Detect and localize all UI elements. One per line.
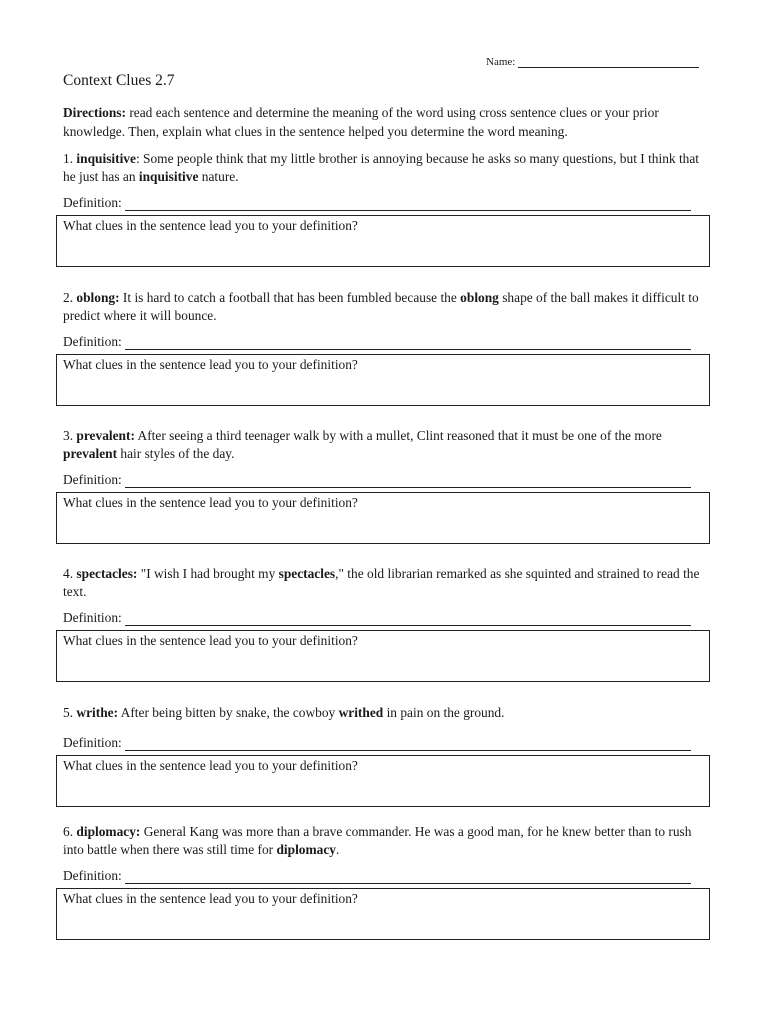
definition-row — [63, 471, 713, 488]
definition-answer-line[interactable] — [125, 336, 691, 350]
definition-row — [63, 194, 713, 211]
definition-row — [63, 609, 713, 626]
clue-prompt: What clues in the sentence lead you to your definition? — [63, 495, 358, 510]
definition-label: Definition: — [63, 735, 122, 750]
sentence-highlight: prevalent — [63, 446, 118, 461]
definition-label: Definition: — [63, 472, 122, 487]
clue-answer-box[interactable] — [56, 215, 710, 267]
question-1 — [63, 150, 713, 267]
vocab-word: diplomacy: — [76, 824, 141, 839]
question-text — [63, 704, 713, 722]
definition-answer-line[interactable] — [125, 737, 691, 751]
sentence-highlight: inquisitive — [138, 169, 199, 184]
sentence-before: General Kang was more than a brave commander. He was a good man, for he knew better than to rush into battle when there was still time for — [63, 824, 692, 857]
sentence-after: hair styles of the day. — [117, 446, 235, 461]
sentence-before: It is hard to catch a football that has been fumbled because the — [119, 290, 461, 305]
question-text — [63, 427, 713, 463]
definition-answer-line[interactable] — [125, 870, 691, 884]
question-number: 3. — [63, 428, 74, 443]
vocab-word: writhe: — [76, 705, 119, 720]
clue-prompt: What clues in the sentence lead you to your definition? — [63, 218, 358, 233]
question-3 — [63, 427, 713, 544]
question-5 — [63, 704, 713, 807]
clue-answer-box[interactable] — [56, 755, 710, 807]
question-number: 5. — [63, 705, 74, 720]
directions — [63, 103, 713, 141]
question-number: 1. — [63, 151, 74, 166]
definition-row — [63, 734, 713, 751]
question-6 — [63, 823, 713, 940]
vocab-separator: : — [135, 151, 140, 166]
name-label: Name: — [486, 56, 516, 68]
definition-answer-line[interactable] — [125, 612, 691, 626]
name-field-line[interactable] — [518, 55, 699, 68]
definition-label: Definition: — [63, 334, 122, 349]
sentence-highlight: diplomacy — [276, 842, 336, 857]
question-2 — [63, 289, 713, 406]
sentence-after: . — [335, 842, 340, 857]
clue-prompt: What clues in the sentence lead you to your definition? — [63, 633, 358, 648]
page-title: Context Clues 2.7 — [63, 72, 175, 89]
question-number: 2. — [63, 290, 74, 305]
sentence-after: in pain on the ground. — [383, 705, 505, 720]
clue-answer-box[interactable] — [56, 888, 710, 940]
sentence-after: shape of the ball makes it difficult to predict where it will bounce. — [63, 290, 699, 323]
directions-label: Directions: — [63, 105, 126, 120]
question-text — [63, 150, 713, 186]
clue-prompt: What clues in the sentence lead you to your definition? — [63, 357, 358, 372]
question-number: 4. — [63, 566, 74, 581]
definition-label: Definition: — [63, 610, 122, 625]
sentence-before: After seeing a third teenager walk by with a mullet, Clint reasoned that it must be one of the more — [134, 428, 662, 443]
definition-label: Definition: — [63, 195, 122, 210]
clue-answer-box[interactable] — [56, 630, 710, 682]
clue-prompt: What clues in the sentence lead you to your definition? — [63, 758, 358, 773]
question-text — [63, 289, 713, 325]
definition-row — [63, 867, 713, 884]
name-row — [486, 55, 699, 68]
sentence-before: "I wish I had brought my — [137, 566, 279, 581]
question-number: 6. — [63, 824, 74, 839]
definition-answer-line[interactable] — [125, 197, 691, 211]
vocab-word: oblong: — [76, 290, 120, 305]
directions-text: read each sentence and determine the meaning of the word using cross sentence clues or your prior knowledge. Then, explain what clues in the sentence helped you determine the word meaning. — [63, 105, 659, 139]
sentence-highlight: oblong — [460, 290, 499, 305]
question-text — [63, 565, 713, 601]
sentence-before: Some people think that my little brother is annoying because he asks so many questions, but I think that he just has an — [63, 151, 700, 184]
sentence-after: ," the old librarian remarked as she squinted and strained to read the text. — [63, 566, 700, 599]
vocab-word: prevalent: — [76, 428, 135, 443]
definition-answer-line[interactable] — [125, 474, 691, 488]
vocab-word: inquisitive — [76, 151, 136, 166]
sentence-highlight: writhed — [338, 705, 384, 720]
question-4 — [63, 565, 713, 682]
vocab-word: spectacles: — [76, 566, 138, 581]
sentence-before: After being bitten by snake, the cowboy — [118, 705, 339, 720]
definition-row — [63, 333, 713, 350]
definition-label: Definition: — [63, 868, 122, 883]
question-text — [63, 823, 713, 859]
sentence-after: nature. — [198, 169, 239, 184]
clue-prompt: What clues in the sentence lead you to your definition? — [63, 891, 358, 906]
clue-answer-box[interactable] — [56, 354, 710, 406]
sentence-highlight: spectacles — [278, 566, 336, 581]
clue-answer-box[interactable] — [56, 492, 710, 544]
